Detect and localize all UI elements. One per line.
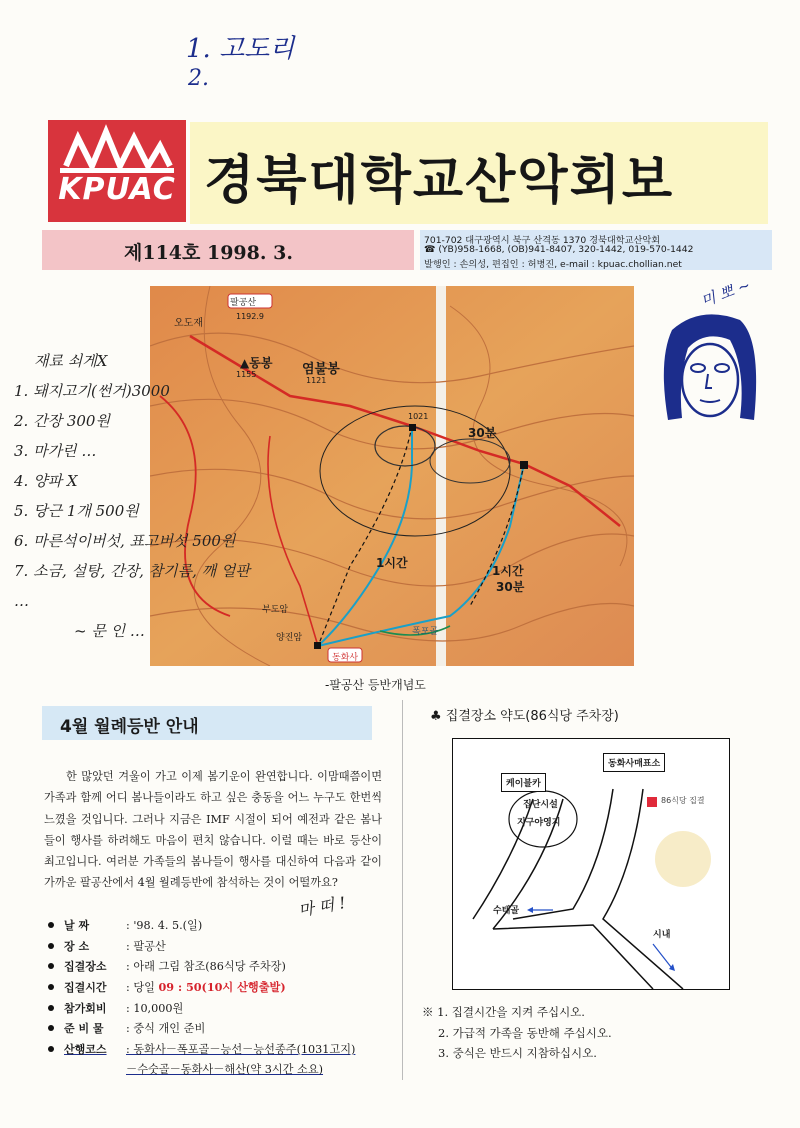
meeting-place-sketch — [452, 738, 730, 990]
handwritten-note-top-1: 1. 고도리 — [186, 34, 295, 64]
map-caption: -팔공산 등반개념도 — [325, 678, 426, 692]
map-label-dongbong-elev: 1155 — [236, 370, 257, 379]
ingredient-line: 2. 간장 300원 — [14, 412, 110, 430]
detail-key: 날 짜 — [64, 919, 90, 933]
detail-row — [44, 936, 384, 957]
label-cablecar: 케이블카 — [501, 773, 546, 792]
ingredient-line: 7. 소금, 설탕, 간장, 참기름, 깨 얼판 … — [14, 562, 250, 610]
info-publisher: 발행인 : 손의성, 편집인 : 허병진, e-mail : kpuac.chollian.net — [424, 259, 682, 270]
detail-key: 산행코스 — [64, 1042, 107, 1056]
publisher-info — [420, 230, 772, 270]
detail-row — [44, 915, 384, 936]
ingredient-line: 재료 쇠게X — [34, 352, 108, 370]
ingredient-line: 4. 양파 X — [14, 472, 78, 490]
label-sutaegol: 수태골 — [493, 906, 520, 916]
logo-text: KPUAC — [58, 172, 176, 207]
label-city: 시내 — [653, 930, 671, 940]
ingredient-line: ~ 문 인 … — [74, 622, 145, 640]
label-campground: 지구야영지 — [517, 818, 561, 828]
map-label-elev-top: 1192.9 — [236, 312, 264, 321]
detail-value: : 팔공산 — [126, 939, 166, 953]
ingredient-line: 1. 돼지고기(썬거)3000 — [14, 382, 170, 400]
section-header — [42, 706, 372, 740]
note-line: 3. 중식은 반드시 지참하십시오. — [438, 1046, 597, 1060]
bullet-icon — [48, 1025, 54, 1031]
label-restaurant: 86식당 집결 — [661, 796, 705, 805]
bullet-icon — [48, 922, 54, 928]
map-label-pokpogol: 폭포골 — [412, 627, 439, 637]
map-label-odoje: 오도재 — [174, 318, 203, 329]
info-phone: ☎ (YB)958-1668, (OB)941-8407, 320-1442, 019-570-1442 — [424, 244, 694, 255]
kpuac-logo — [48, 120, 186, 222]
label-facility: 집단시설 — [523, 800, 558, 810]
face-doodle-icon — [650, 300, 770, 430]
newsletter-title: 경북대학교산악회보 — [204, 151, 675, 211]
detail-highlight: 09 : 50(10시 산행출발) — [158, 980, 286, 995]
map-label-budoam: 부도암 — [262, 605, 289, 615]
section-title: 4월 월례등반 안내 — [60, 717, 199, 737]
detail-value: : 아래 그림 참조(86식당 주차장) — [126, 960, 286, 974]
handwritten-sign-face: 미 뽀 ~ — [698, 275, 753, 311]
map-label-yangjinam: 양진암 — [276, 633, 303, 643]
meeting-notes — [422, 1002, 612, 1064]
detail-value: －수숫골－동화사－해산(약 3시간 소요) — [126, 1063, 324, 1077]
detail-row — [44, 1059, 384, 1080]
ingredient-line: 3. 마가린 … — [14, 442, 97, 460]
issue-bar — [42, 230, 414, 270]
detail-key: 준 비 물 — [64, 1022, 104, 1036]
event-details — [44, 915, 384, 1080]
map-label-1021: 1021 — [408, 412, 429, 421]
detail-value: : '98. 4. 5.(일) — [126, 919, 203, 933]
bullet-icon — [48, 1005, 54, 1011]
note-line: ※ 1. 집결시간을 지켜 주십시오. — [422, 1005, 585, 1019]
bullet-icon — [48, 984, 54, 990]
map-label-dongbong: ▲동봉 — [240, 356, 273, 370]
ingredient-line: 6. 마른석이버섯, 표고버섯 500원 — [14, 532, 236, 550]
column-divider — [402, 700, 403, 1080]
map-label-1h30-b: 30분 — [496, 580, 525, 594]
map-label-donghwasa: 동화사 — [332, 653, 359, 663]
note-line: 2. 가급적 가족을 동반해 주십시오. — [438, 1025, 612, 1040]
detail-row — [44, 977, 384, 998]
map-label-1h30-a: 1시간 — [492, 564, 524, 578]
bullet-icon — [48, 943, 54, 949]
meeting-map-title: ♣ 집결장소 약도(86식당 주차장) — [430, 709, 619, 724]
intro-text: 한 많았던 겨울이 가고 이제 봄기운이 완연합니다. 이맘때쯤이면 가족과 함께 어디 봄나들이라도 하고 싶은 충동을 어느 누구도 한번씩 느꼈을 것입니다. 그러나 지금은 IMF 시절이 되어 예전과 같은 봄나들이 행사를 하려해도 마음이 편치 않습니다. 이럴 때는 바로 등산이 최고입니다. 여러분 가족들의 봄나들이 행사를 대신하여 다음과 같이 가까운 팔공산에서 4월 월례등반에 참석하는 것이 어떨까요? — [44, 770, 382, 890]
handwritten-note-top-2: 2. — [188, 66, 209, 91]
map-label-palgongsan: 팔공산 — [230, 298, 257, 308]
detail-value: : 동화사－폭포골－능선－능선종주(1031고지) — [126, 1042, 356, 1056]
detail-key: 집결시간 — [64, 981, 107, 995]
title-bar — [190, 122, 768, 224]
map-label-30min: 30분 — [468, 426, 497, 440]
detail-value: : 중식 개인 준비 — [126, 1022, 206, 1036]
map-label-1hour: 1시간 — [376, 556, 408, 570]
detail-key: 참가회비 — [64, 1001, 107, 1015]
label-ticket-office: 동화사매표소 — [603, 753, 665, 772]
handwritten-ingredients — [14, 346, 264, 646]
doodle-face — [650, 300, 770, 430]
bullet-icon — [48, 1046, 54, 1052]
detail-key: 장 소 — [64, 939, 90, 953]
detail-key: 집결장소 — [64, 960, 107, 974]
road-sketch-icon — [453, 739, 729, 989]
detail-row — [44, 1018, 384, 1039]
detail-row — [44, 997, 384, 1018]
map-label-yeombul-elev: 1121 — [306, 376, 327, 385]
detail-row — [44, 1039, 384, 1060]
detail-value: : 당일 — [126, 981, 159, 995]
ingredient-line: 5. 당근 1개 500원 — [14, 502, 139, 520]
handwritten-sign-list: 마 떠 ! — [296, 893, 347, 920]
issue-number: 제114호 1998. 3. — [124, 242, 293, 264]
info-address: 701-702 대구광역시 북구 산격동 1370 경북대학교산악회 — [424, 235, 661, 246]
detail-row — [44, 956, 384, 977]
bullet-icon — [48, 963, 54, 969]
intro-paragraph — [44, 766, 382, 894]
map-label-yeombulbong: 염불봉 — [302, 362, 340, 377]
detail-value: : 10,000원 — [126, 1001, 184, 1015]
